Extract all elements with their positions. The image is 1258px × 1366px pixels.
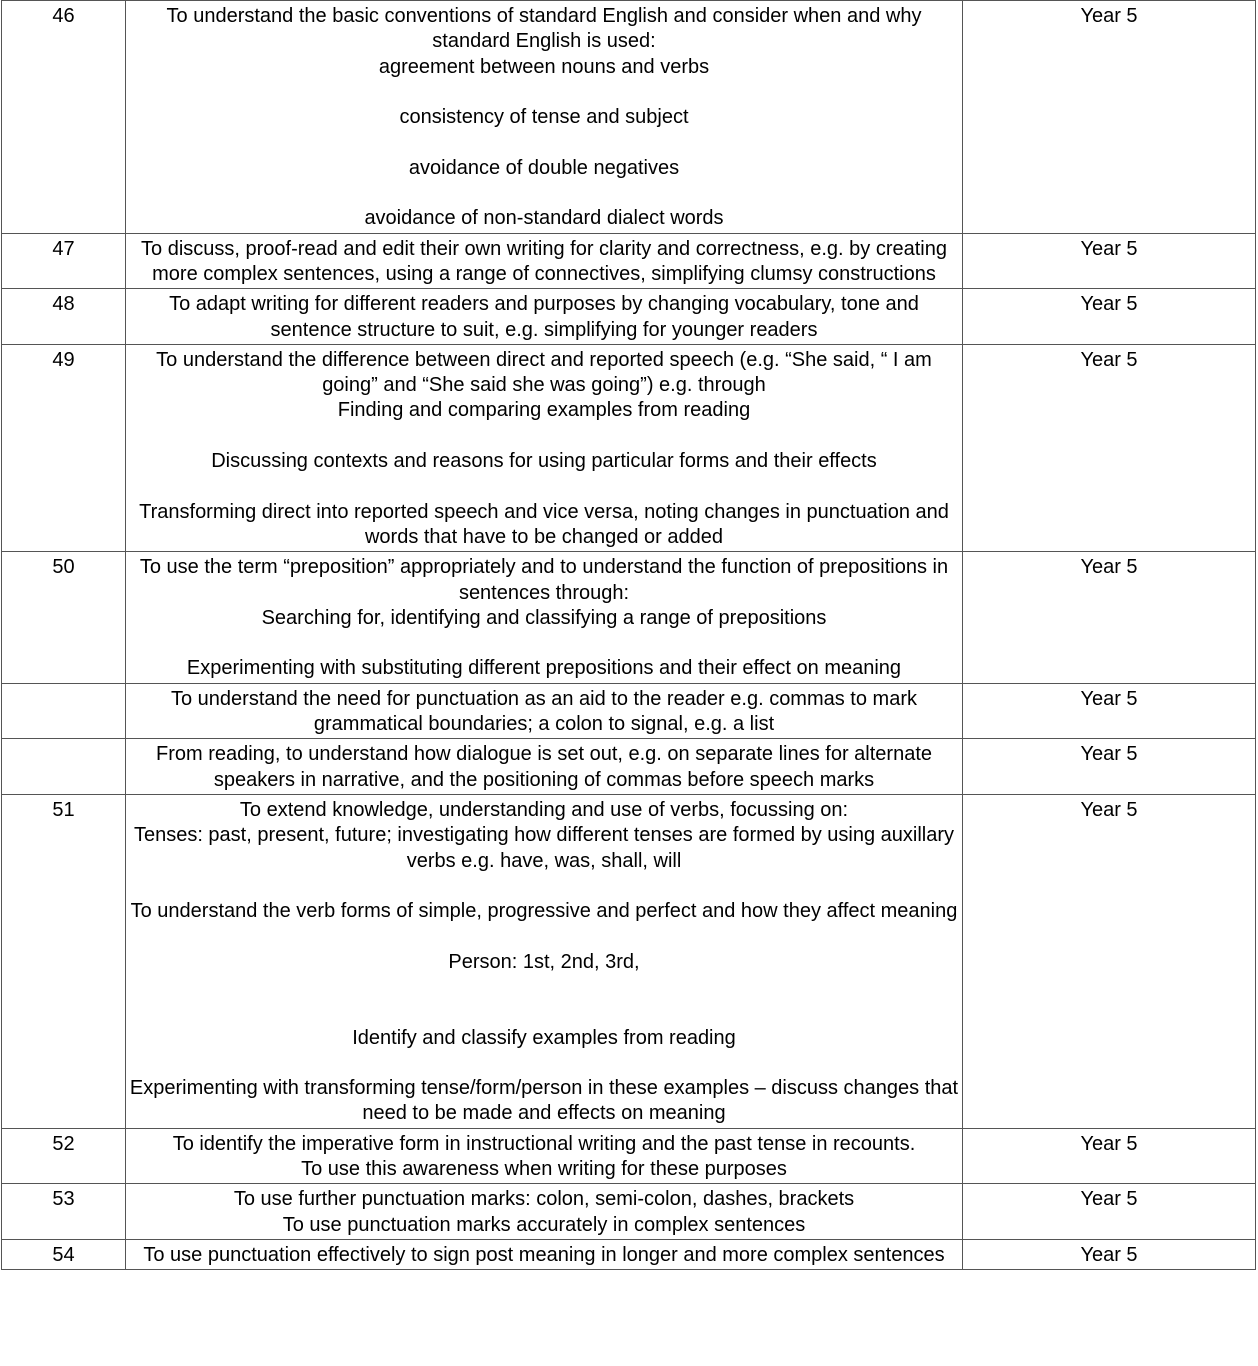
blank-line: [128, 874, 960, 899]
table-row: [2, 552, 1256, 683]
objective-number-cell: 49: [2, 344, 126, 551]
objective-number-cell: 52: [2, 1128, 126, 1184]
table-row: [2, 289, 1256, 345]
blank-line: [128, 975, 960, 1000]
table-row: [2, 344, 1256, 551]
blank-line: [128, 631, 960, 656]
objective-line: agreement between nouns and verbs: [378, 55, 710, 78]
table-row: [2, 683, 1256, 739]
objective-line: Identify and classify examples from reading: [352, 1026, 736, 1049]
objective-line: From reading, to understand how dialogue is set out, e.g. on separate lines for alternate speakers in narrative, and the positioning of commas before speech marks: [155, 743, 933, 791]
table-row: [2, 1, 1256, 234]
objective-line: To discuss, proof-read and edit their own writing for clarity and correctness, e.g. by creating more complex sentences, using a range of connectives, simplifying clumsy constructions: [141, 237, 947, 285]
table-row: [2, 1128, 1256, 1184]
objective-number-cell: [2, 739, 126, 795]
blank-line: [128, 424, 960, 449]
objective-line: Experimenting with substituting different prepositions and their effect on meaning: [186, 657, 902, 680]
objective-line: To adapt writing for different readers and purposes by changing vocabulary, tone and sentence structure to suit, e.g. simplifying for younger readers: [169, 293, 919, 341]
objective-line: Transforming direct into reported speech and vice versa, noting changes in punctuation and words that have to be changed or added: [139, 500, 949, 548]
objective-line: To use punctuation effectively to sign post meaning in longer and more complex sentences: [143, 1243, 945, 1266]
objectives-table: [1, 0, 1256, 1270]
year-group-cell: Year 5: [963, 1, 1256, 234]
table-row: [2, 233, 1256, 289]
blank-line: [128, 1000, 960, 1025]
blank-line: [128, 1051, 960, 1076]
year-group-cell: Year 5: [963, 739, 1256, 795]
objective-line: Tenses: past, present, future; investigating how different tenses are formed by using auxillary verbs e.g. have, was, shall, will: [133, 824, 955, 872]
objective-line: avoidance of double negatives: [408, 156, 680, 179]
blank-line: [128, 474, 960, 499]
year-group-cell: Year 5: [963, 552, 1256, 683]
blank-line: [128, 924, 960, 949]
blank-line: [128, 80, 960, 105]
objective-line: To understand the need for punctuation as an aid to the reader e.g. commas to mark grammatical boundaries; a colon to signal, e.g. a list: [170, 687, 917, 736]
objective-line: Searching for, identifying and classifying a range of prepositions: [261, 606, 827, 629]
year-group-cell: Year 5: [963, 1184, 1256, 1240]
objective-text-cell: [126, 794, 963, 1128]
objective-text-cell: [126, 344, 963, 551]
objective-text-cell: [126, 683, 963, 739]
objective-number-cell: 46: [2, 1, 126, 234]
year-group-cell: Year 5: [963, 1239, 1256, 1269]
year-group-cell: Year 5: [963, 1128, 1256, 1184]
objective-line: consistency of tense and subject: [399, 106, 689, 129]
objective-line: To use further punctuation marks: colon, semi-colon, dashes, brackets: [233, 1188, 855, 1211]
year-group-cell: Year 5: [963, 794, 1256, 1128]
objective-line: Finding and comparing examples from reading: [337, 399, 751, 422]
objective-line: To understand the basic conventions of standard English and consider when and why standard English is used:: [166, 5, 922, 53]
objective-text-cell: [126, 289, 963, 345]
objectives-table-body: [2, 1, 1256, 1270]
year-group-cell: Year 5: [963, 683, 1256, 739]
objective-number-cell: 53: [2, 1184, 126, 1240]
table-row: [2, 794, 1256, 1128]
objective-text-cell: [126, 1128, 963, 1184]
objective-text-cell: [126, 233, 963, 289]
objective-line: Discussing contexts and reasons for using particular forms and their effects: [211, 450, 877, 473]
table-row: [2, 739, 1256, 795]
objective-line: To identify the imperative form in instructional writing and the past tense in recounts.: [172, 1132, 916, 1155]
year-group-cell: Year 5: [963, 289, 1256, 345]
objective-text-cell: [126, 1184, 963, 1240]
objective-line: To use the term “preposition” appropriately and to understand the function of prepositions in sentences through:: [139, 556, 949, 604]
year-group-cell: Year 5: [963, 233, 1256, 289]
objective-line: To extend knowledge, understanding and use of verbs, focussing on:: [239, 798, 849, 821]
blank-line: [128, 130, 960, 155]
objective-text-cell: [126, 552, 963, 683]
objective-line: To use this awareness when writing for these purposes: [301, 1158, 787, 1181]
objective-number-cell: 47: [2, 233, 126, 289]
objective-text-cell: [126, 1239, 963, 1269]
objective-number-cell: 54: [2, 1239, 126, 1269]
objective-line: To understand the difference between direct and reported speech (e.g. “She said, “ I am going” and “She said she was going”) e.g. through: [156, 348, 932, 397]
objective-number-cell: [2, 683, 126, 739]
objective-number-cell: 51: [2, 794, 126, 1128]
objective-line: avoidance of non-standard dialect words: [364, 207, 724, 230]
objective-line: Person: 1st, 2nd, 3rd,: [448, 950, 640, 973]
objective-line: To understand the verb forms of simple, progressive and perfect and how they affect meaning: [130, 900, 958, 923]
objective-number-cell: 48: [2, 289, 126, 345]
objective-text-cell: [126, 1, 963, 234]
objective-line: To use punctuation marks accurately in complex sentences: [282, 1213, 806, 1236]
year-group-cell: Year 5: [963, 344, 1256, 551]
objective-text-cell: [126, 739, 963, 795]
table-row: [2, 1184, 1256, 1240]
table-row: [2, 1239, 1256, 1269]
objective-line: Experimenting with transforming tense/form/person in these examples – discuss changes that need to be made and effects on meaning: [129, 1077, 959, 1125]
blank-line: [128, 181, 960, 206]
objective-number-cell: 50: [2, 552, 126, 683]
